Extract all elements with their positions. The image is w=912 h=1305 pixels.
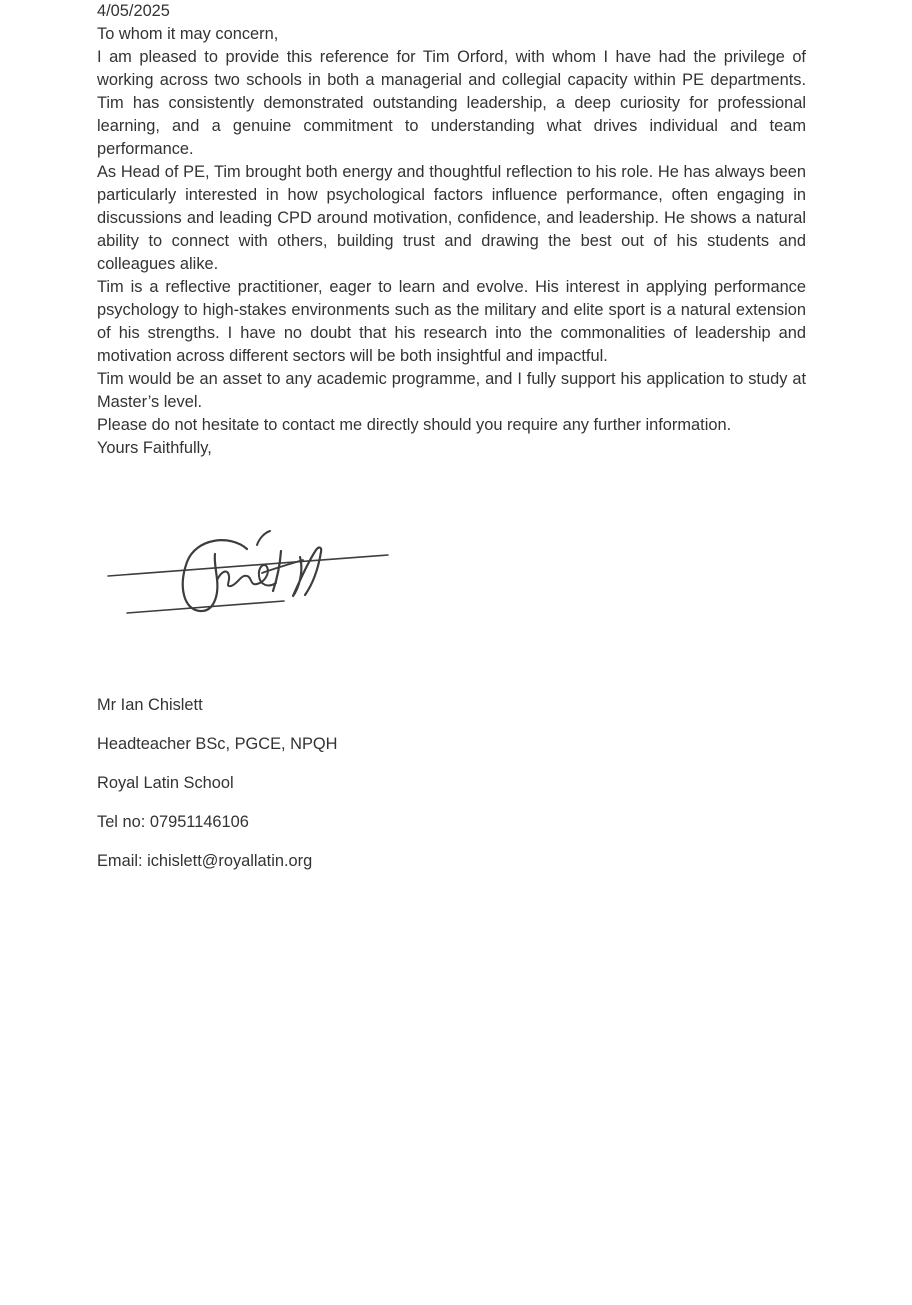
contact-phone: Tel no: 07951146106: [97, 813, 249, 831]
paragraph-2: As Head of PE, Tim brought both energy and thoughtful reflection to his role. He has always been particularly interested in how psychological factors influence performance, often engaging in discussions and leading CPD around motivation, confidence, and leadership. He shows a natural ability to connect with others, building trust and drawing the best out of his students and colleagues alike.: [97, 163, 806, 273]
salutation: To whom it may concern,: [97, 25, 279, 43]
contact-title: Headteacher BSc, PGCE, NPQH: [97, 735, 338, 753]
contact-school: Royal Latin School: [97, 774, 234, 792]
contact-name: Mr Ian Chislett: [97, 696, 203, 714]
handwritten-signature-image: [104, 524, 392, 622]
paragraph-4: Tim would be an asset to any academic programme, and I fully support his application to study at Master’s level.: [97, 370, 806, 411]
contact-email: Email: ichislett@royallatin.org: [97, 852, 313, 870]
paragraph-1: I am pleased to provide this reference for Tim Orford, with whom I have had the privilege of working across two schools in both a managerial and collegial capacity within PE departments. Tim has consistently demonstrated outstanding leadership, a deep curiosity for professional learning, and a genuine commitment to understanding what drives individual and team performance.: [97, 48, 806, 158]
signature-icon: [104, 524, 392, 622]
contact-block: [97, 694, 806, 873]
closing: Yours Faithfully,: [97, 439, 212, 457]
paragraph-3: Tim is a reflective practitioner, eager to learn and evolve. His interest in applying performance psychology to high-stakes environments such as the military and elite sport is a natural extension of his strengths. I have no doubt that his research into the commonalities of leadership and motivation across different sectors will be both insightful and impactful.: [97, 278, 806, 365]
letter-content: [97, 0, 806, 889]
paragraph-5: Please do not hesitate to contact me directly should you require any further information.: [97, 416, 732, 434]
letter-date: 4/05/2025: [97, 2, 170, 20]
